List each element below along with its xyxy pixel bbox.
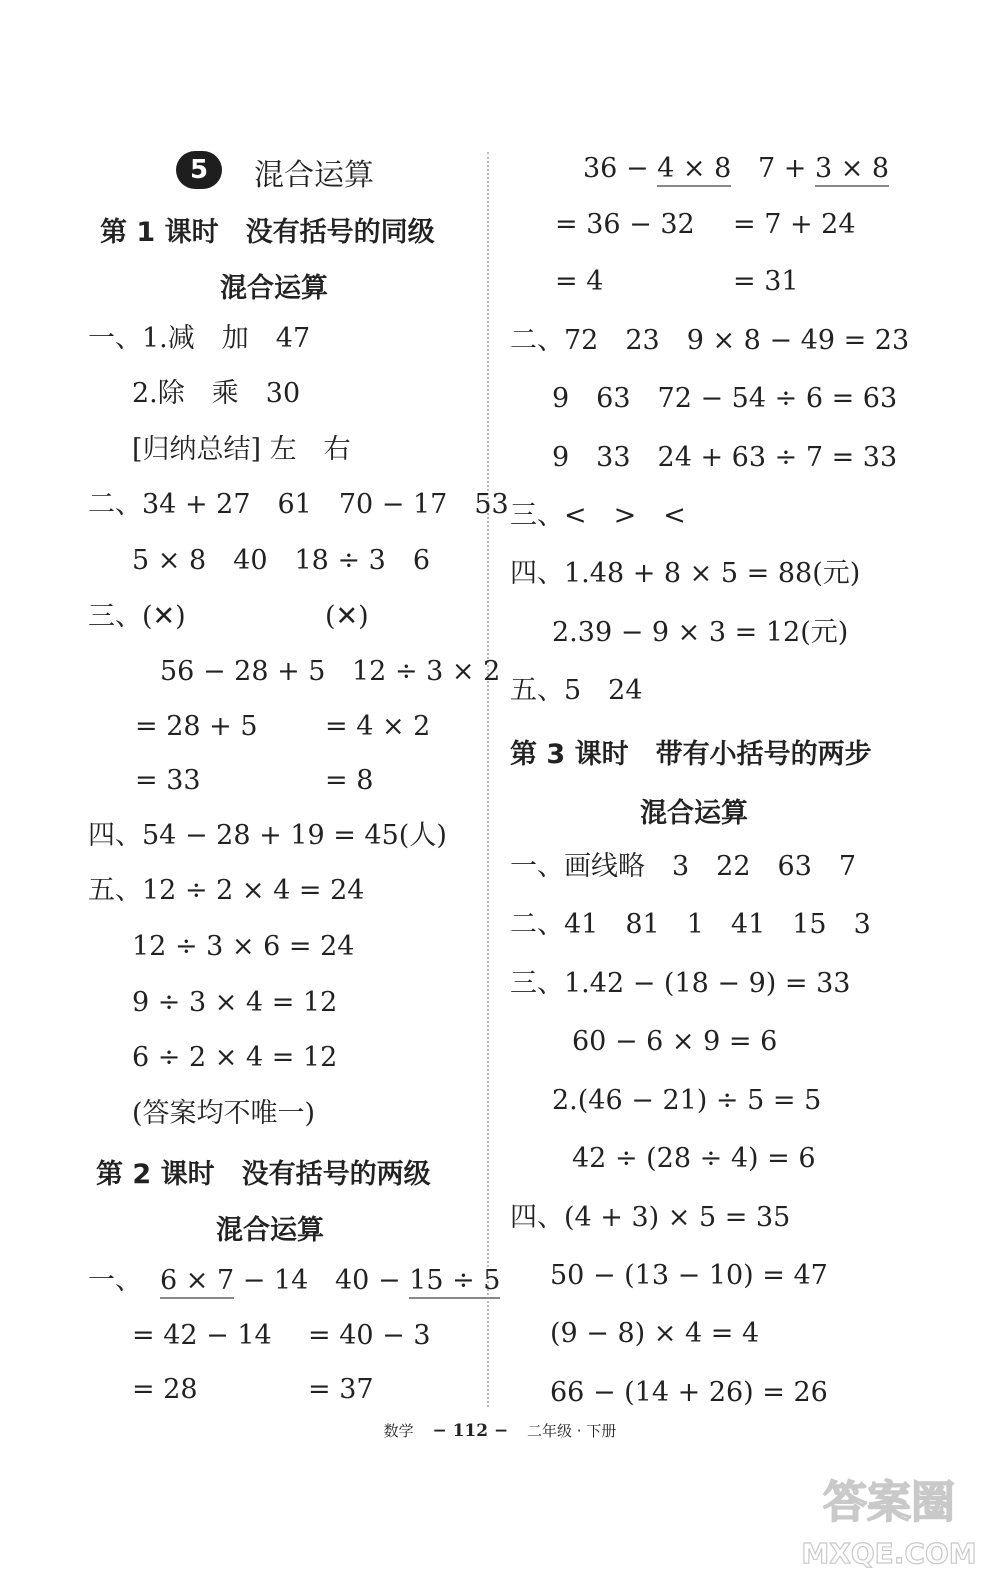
l1-q2-1: 二、34 + 27 61 70 − 17 53 xyxy=(88,489,509,520)
l2-q1-c3: = 4 xyxy=(555,266,604,297)
l1-q5-2: 12 ÷ 3 × 6 = 24 xyxy=(132,931,355,962)
underlined-expression: 15 ÷ 5 xyxy=(409,1265,500,1299)
l1-q5-note: (答案均不唯一) xyxy=(132,1098,316,1129)
l2-q1-a3: = 28 xyxy=(132,1374,198,1405)
page-footer xyxy=(0,1420,1000,1441)
expression-rest: − 14 xyxy=(234,1265,309,1296)
l1-q3-b3: = 8 xyxy=(325,765,374,796)
lesson1-heading-2: 混合运算 xyxy=(220,273,328,304)
l2-q1-a1 xyxy=(160,1264,308,1298)
watermark-text-2: MXQE.COM xyxy=(801,1537,977,1570)
l1-q4: 四、54 − 28 + 19 = 45(人) xyxy=(88,820,447,851)
watermark-text-1: 答案圈 xyxy=(823,1477,955,1528)
lesson2-heading: 第 2 课时 没有括号的两级 xyxy=(96,1159,431,1190)
expression-prefix: 7 + xyxy=(758,153,815,184)
l2-q2-1: 二、72 23 9 × 8 − 49 = 23 xyxy=(510,325,910,356)
l1-q2-2: 5 × 8 40 18 ÷ 3 6 xyxy=(132,545,431,576)
l1-q3-a2: = 28 + 5 xyxy=(135,711,258,742)
l3-q4-3: (9 − 8) × 4 = 4 xyxy=(550,1318,760,1349)
l2-q1-b2: = 40 − 3 xyxy=(308,1320,431,1351)
l2-q1-label: 一、 xyxy=(88,1265,142,1296)
l1-q3-label: 三、(✕) xyxy=(88,601,186,632)
l1-q5-1: 五、12 ÷ 2 × 4 = 24 xyxy=(88,875,365,906)
l3-q3-2: 60 − 6 × 9 = 6 xyxy=(572,1026,778,1057)
expression-prefix: 40 − xyxy=(335,1265,410,1296)
l3-q1: 一、画线略 3 22 63 7 xyxy=(510,851,857,882)
chapter-number-badge: 5 xyxy=(176,151,222,189)
l2-q1-d2: = 7 + 24 xyxy=(733,209,856,240)
l2-q1-b1 xyxy=(335,1264,500,1298)
underlined-expression: 3 × 8 xyxy=(815,153,889,187)
footer-grade: 二年级 · 下册 xyxy=(527,1422,617,1440)
l2-q2-3: 9 33 24 + 63 ÷ 7 = 33 xyxy=(552,442,898,473)
l3-q4-1: 四、(4 + 3) × 5 = 35 xyxy=(510,1202,791,1233)
l1-summary: [归纳总结] 左 右 xyxy=(132,434,351,465)
lesson3-heading-2: 混合运算 xyxy=(640,798,748,829)
l1-q3-a1: 56 − 28 + 5 xyxy=(160,656,326,687)
l1-q5-3: 9 ÷ 3 × 4 = 12 xyxy=(132,987,338,1018)
l3-q3-4: 42 ÷ (28 ÷ 4) = 6 xyxy=(572,1143,816,1174)
l3-q2: 二、41 81 1 41 15 3 xyxy=(510,909,871,940)
chapter-title: 混合运算 xyxy=(254,158,374,193)
l2-q2-2: 9 63 72 − 54 ÷ 6 = 63 xyxy=(552,383,898,414)
l1-q1-1: 一、1.减 加 47 xyxy=(88,323,311,354)
l2-q4-2: 2.39 − 9 × 3 = 12(元) xyxy=(552,617,849,648)
watermark-logo xyxy=(797,1465,982,1575)
l2-q5: 五、5 24 xyxy=(510,675,643,706)
lesson1-heading: 第 1 课时 没有括号的同级 xyxy=(100,217,435,248)
l2-q1-a2: = 42 − 14 xyxy=(132,1320,272,1351)
underlined-expression: 6 × 7 xyxy=(160,1265,234,1299)
l2-q3: 三、< > < xyxy=(510,500,686,531)
l2-q1-b3: = 37 xyxy=(308,1374,374,1405)
underlined-expression: 4 × 8 xyxy=(657,153,731,187)
l2-q1-d1 xyxy=(758,152,889,186)
lesson3-heading: 第 3 课时 带有小括号的两步 xyxy=(510,739,872,770)
l3-q4-2: 50 − (13 − 10) = 47 xyxy=(550,1260,828,1291)
page-number: − 112 − xyxy=(432,1421,509,1441)
column-divider xyxy=(487,152,489,1407)
l1-q3-b1: 12 ÷ 3 × 2 xyxy=(352,656,501,687)
l3-q4-4: 66 − (14 + 26) = 26 xyxy=(550,1377,828,1408)
l1-q3-b2: = 4 × 2 xyxy=(325,711,431,742)
lesson2-heading-2: 混合运算 xyxy=(216,1215,324,1246)
footer-subject: 数学 xyxy=(383,1422,414,1440)
l1-q5-4: 6 ÷ 2 × 4 = 12 xyxy=(132,1042,338,1073)
l3-q3-1: 三、1.42 − (18 − 9) = 33 xyxy=(510,968,851,999)
l2-q1-c2: = 36 − 32 xyxy=(555,209,695,240)
expression-prefix: 36 − xyxy=(583,153,658,184)
l1-q3-label-2: (✕) xyxy=(325,601,369,632)
l2-q1-d3: = 31 xyxy=(733,266,799,297)
l2-q1-c1 xyxy=(583,152,731,186)
l1-q1-2: 2.除 乘 30 xyxy=(132,378,301,409)
l3-q3-3: 2.(46 − 21) ÷ 5 = 5 xyxy=(552,1085,822,1116)
l1-q3-a3: = 33 xyxy=(135,765,201,796)
l2-q4-1: 四、1.48 + 8 × 5 = 88(元) xyxy=(510,558,861,589)
